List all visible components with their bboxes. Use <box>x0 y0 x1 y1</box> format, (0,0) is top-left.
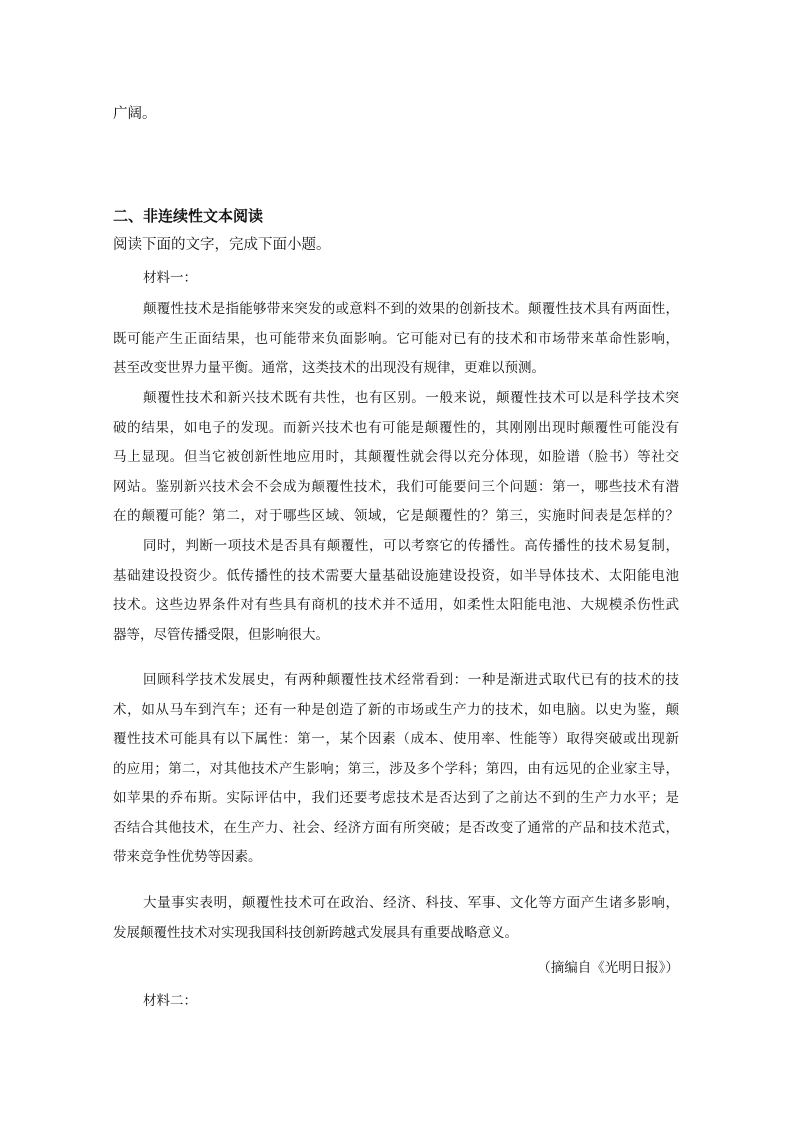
text-line: 颠覆性技术是指能够带来突发的或意料不到的效果的创新技术。颠覆性技术具有两面性， <box>143 301 679 317</box>
material-two-label: 材料二： <box>143 993 197 1009</box>
text-line: 带来竞争性优势等因素。 <box>113 849 262 865</box>
text-line: 大量事实表明，颠覆性技术可在政治、经济、科技、军事、文化等方面产生诸多影响， <box>143 895 679 911</box>
material-one-label: 材料一： <box>143 270 197 286</box>
paragraph-4 <box>113 666 679 873</box>
text-line: 术，如从马车到汽车；还有一种是创造了新的市场或生产力的技术，如电脑。以史为鉴，颠 <box>113 701 679 718</box>
source-citation: （摘编自《光明日报》） <box>537 960 679 976</box>
text-line: 同时，判断一项技术是否具有颠覆性，可以考察它的传播性。高传播性的技术易复制， <box>143 538 679 554</box>
paragraph-2 <box>113 384 679 532</box>
text-line: 甚至改变世界力量平衡。通常，这类技术的出现没有规律，更难以预测。 <box>113 360 545 376</box>
paragraph-1 <box>113 295 679 384</box>
text-line: 的应用；第二，对其他技术产生影响；第三，涉及多个学科；第四，由有远见的企业家主导， <box>113 760 679 777</box>
text-line: 网站。鉴别新兴技术会不会成为颠覆性技术，我们可能要问三个问题：第一，哪些技术有潜 <box>113 478 679 495</box>
text-line: 颠覆性技术和新兴技术既有共性，也有区别。一般来说，颠覆性技术可以是科学技术突 <box>143 390 679 406</box>
paragraph-3 <box>113 532 679 650</box>
paragraph-5 <box>113 889 679 948</box>
text-line: 基础建设投资少。低传播性的技术需要大量基础设施建设投资，如半导体技术、太阳能电池 <box>113 567 679 584</box>
text-line: 技术。这些边界条件对有些具有商机的技术并不适用，如柔性太阳能电池、大规模杀伤性武 <box>113 597 679 613</box>
text-line: 器等，尽管传播受限，但影响很大。 <box>113 626 329 643</box>
text-line: 既可能产生正面结果，也可能带来负面影响。它可能对已有的技术和市场带来革命性影响， <box>113 330 679 347</box>
continuation-text: 广阔。 <box>113 106 157 122</box>
text-line: 在的颠覆可能？第二，对于哪些区域、领域，它是颠覆性的？第三，实施时间表是怎样的？ <box>113 508 679 524</box>
text-line: 发展颠覆性技术对实现我国科技创新跨越式发展具有重要战略意义。 <box>113 924 518 941</box>
text-line: 覆性技术可能具有以下属性：第一，某个因素（成本、使用率、性能等）取得突破或出现新 <box>113 731 679 747</box>
text-line: 回顾科学技术发展史，有两种颠覆性技术经常看到：一种是渐进式取代已有的技术的技 <box>143 672 679 688</box>
text-line: 马上显现。但当它被创新性地应用时，其颠覆性就会得以充分体现，如脸谱（脸书）等社交 <box>113 449 679 465</box>
instruction-text: 阅读下面的文字，完成下面小题。 <box>113 237 331 253</box>
text-line: 如苹果的乔布斯。实际评估中，我们还要考虑技术是否达到了之前达不到的生产力水平；是 <box>113 790 679 806</box>
section-heading: 二、非连续性文本阅读 <box>113 207 264 225</box>
text-line: 破的结果，如电子的发现。而新兴技术也有可能是颠覆性的，其刚刚出现时颠覆性可能没有 <box>113 419 679 436</box>
text-line: 否结合其他技术，在生产力、社会、经济方面有所突破；是否改变了通常的产品和技术范式， <box>113 819 679 836</box>
